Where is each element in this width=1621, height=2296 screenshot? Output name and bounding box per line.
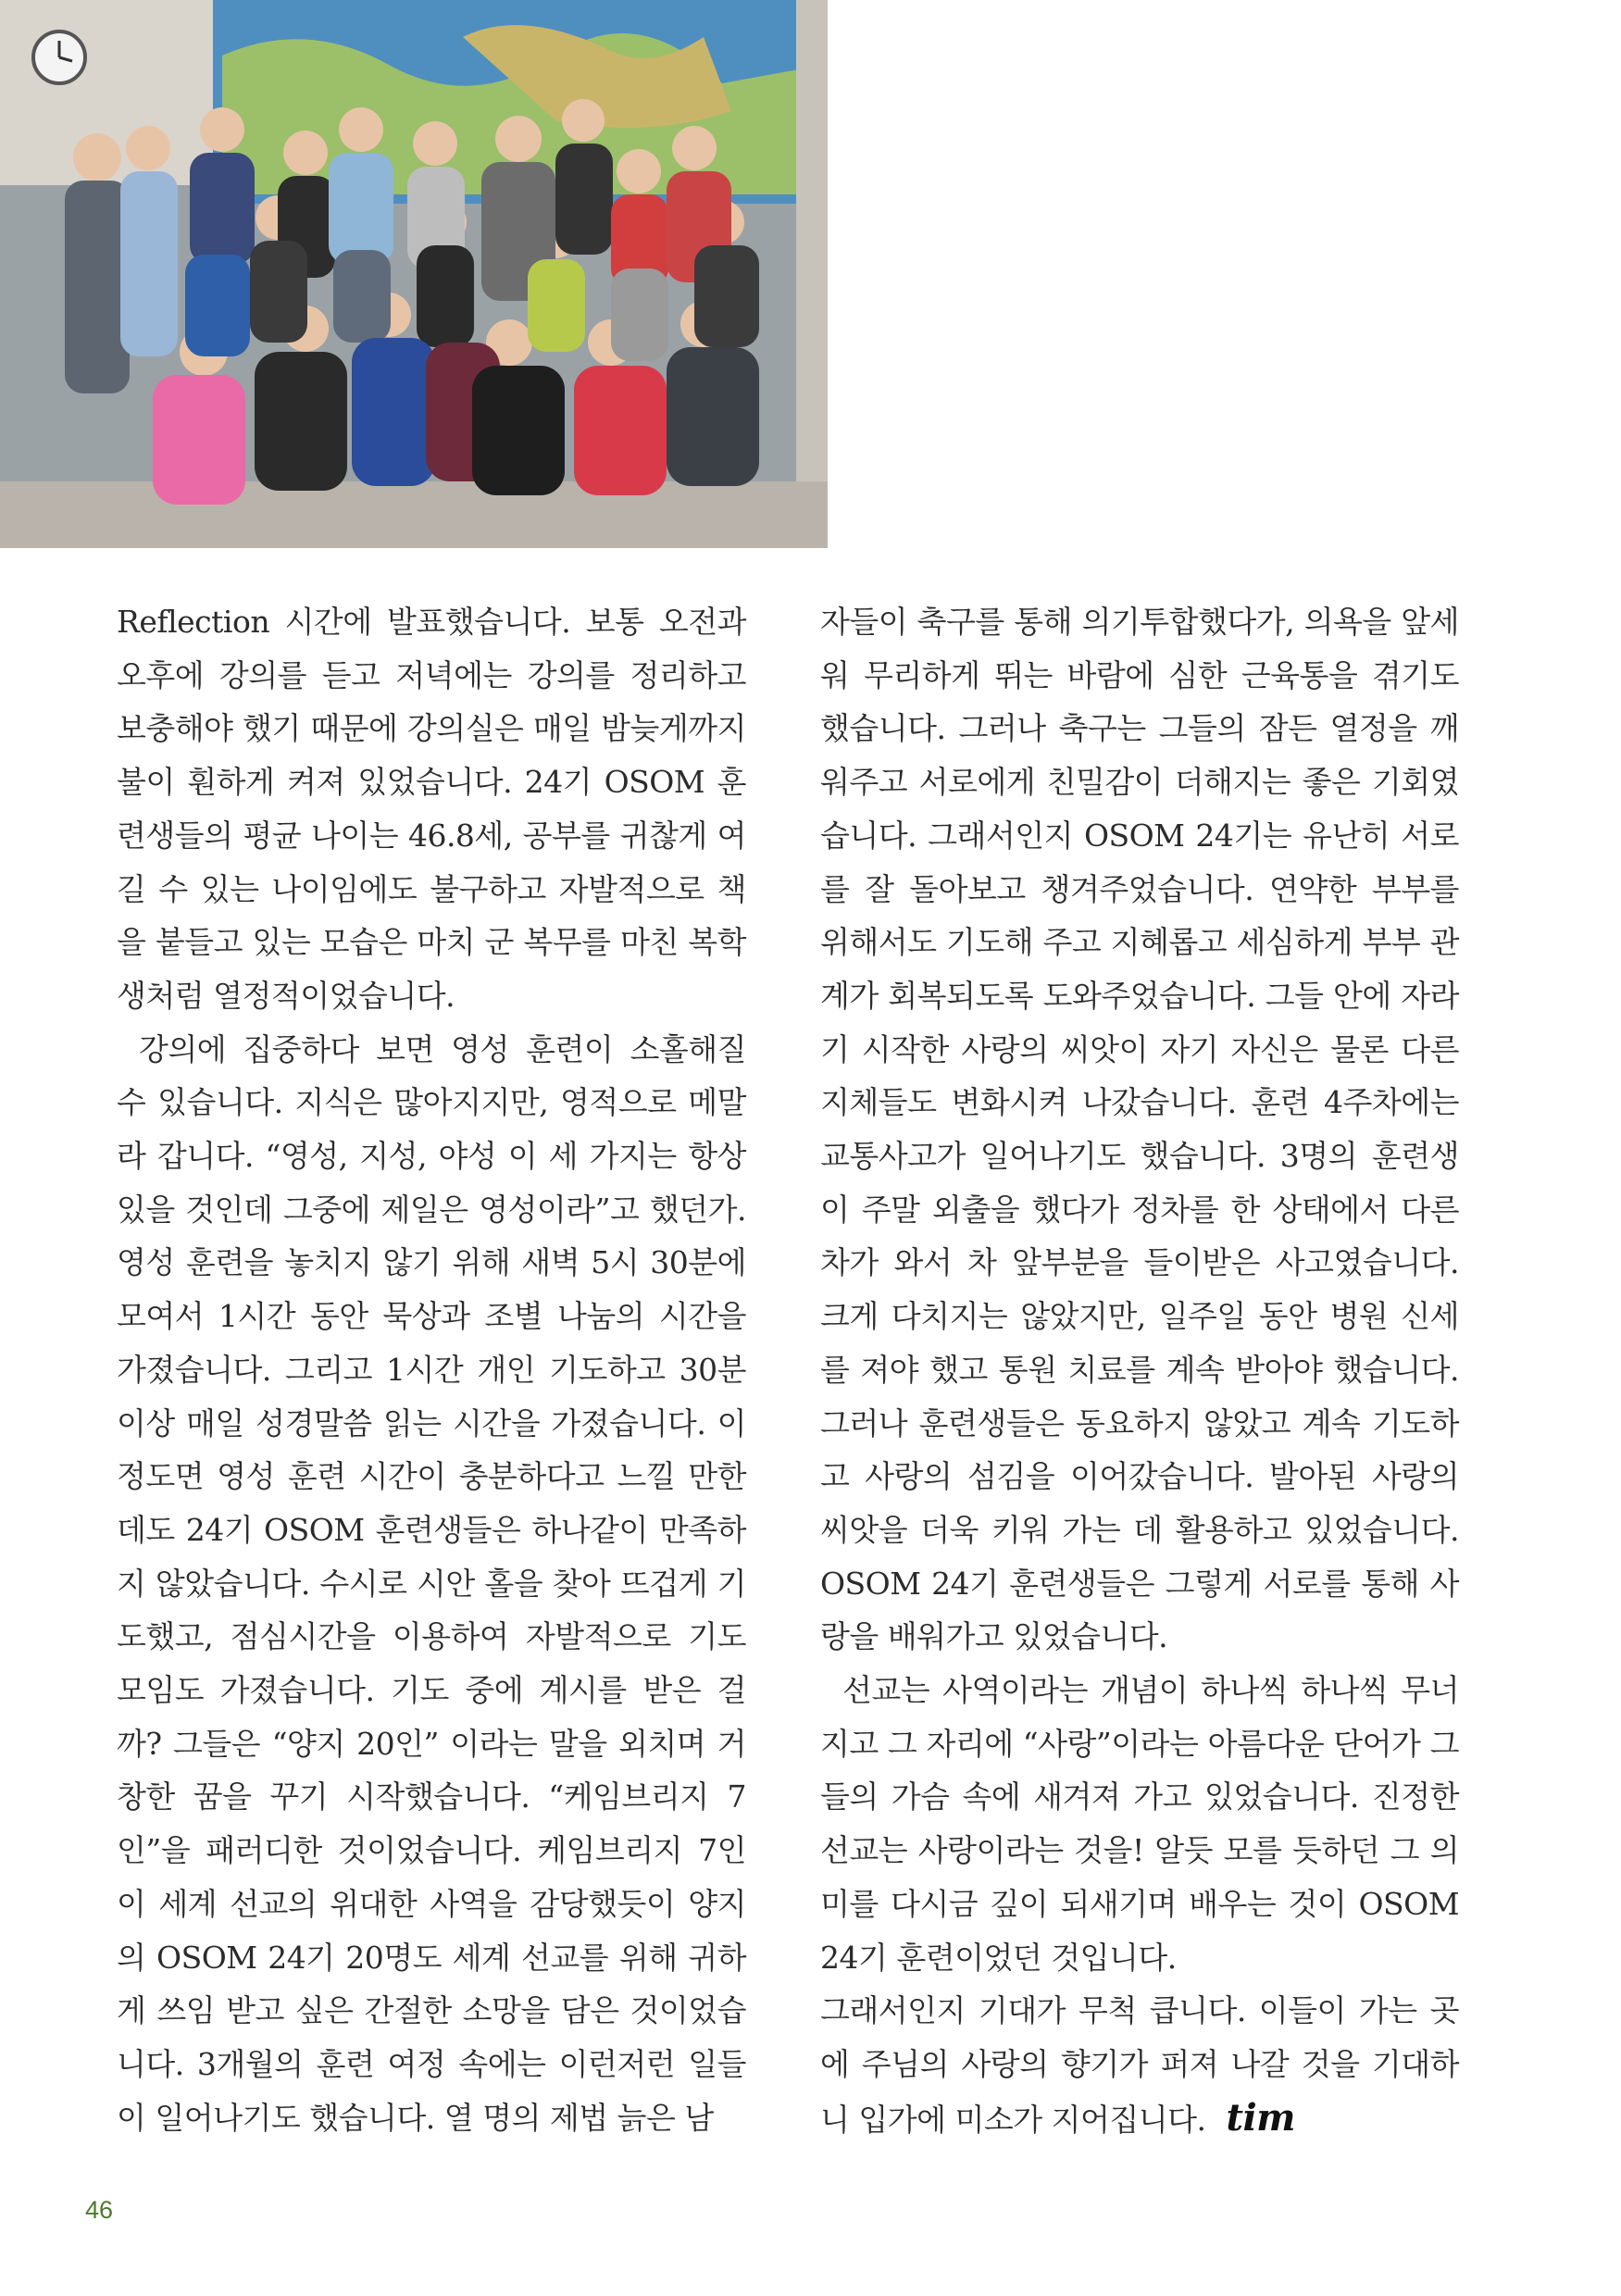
left-column [117, 595, 746, 2144]
group-photo-illustration [0, 0, 828, 548]
paragraph: 자들이 축구를 통해 의기투합했다가, 의욕을 앞세워 무리하게 뛰는 바람에 심한 근육통을 겪기도 했습니다. 그러나 축구는 그들의 잠든 열정을 깨워주고 서로에게 친밀감이 더해지는 좋은 기회였습니다. 그래서인지 OSOM 24기는 유난히 서로를 잘 돌아보고 챙겨주었습니다. 연약한 부부를 위해서도 기도해 주고 지혜롭고 세심하게 부부 관계가 회복되도록 도와주었습니다. 그들 안에 자라기 시작한 사랑의 씨앗이 자기 자신은 물론 다른 지체들도 변화시켜 나갔습니다. 훈련 4주차에는 교통사고가 일어나기도 했습니다. 3명의 훈련생이 주말 외출을 했다가 정차를 한 상태에서 다른 차가 와서 차 앞부분을 들이받은 사고였습니다. 크게 다치지는 않았지만, 일주일 동안 병원 신세를 져야 했고 통원 치료를 계속 받아야 했습니다. 그러나 훈련생들은 동요하지 않았고 계속 기도하고 사랑의 섬김을 이어갔습니다. 발아된 사랑의 씨앗을 더욱 키워 가는 데 활용하고 있었습니다. OSOM 24기 훈련생들은 그렇게 서로를 통해 사랑을 배워가고 있었습니다. [820, 604, 1459, 1655]
page-number: 46 [85, 2196, 114, 2224]
author-signature: tim [1226, 2095, 1295, 2140]
paragraph: Reflection 시간에 발표했습니다. 보통 오전과 오후에 강의를 듣고 저녁에는 강의를 정리하고 보충해야 했기 때문에 강의실은 매일 밤늦게까지 불이 훤하게 켜져 있었습니다. 24기 OSOM 훈련생들의 평균 나이는 46.8세, 공부를 귀찮게 여길 수 있는 나이임에도 불구하고 자발적으로 책을 붙들고 있는 모습은 마치 군 복무를 마친 복학생처럼 열정적이었습니다. [117, 604, 746, 1014]
paragraph: 선교는 사역이라는 개념이 하나씩 하나씩 무너지고 그 자리에 “사랑”이라는 아름다운 단어가 그들의 가슴 속에 새겨져 가고 있었습니다. 진정한 선교는 사랑이라는 것을! 알듯 모를 듯하던 그 의미를 다시금 깊이 되새기며 배우는 것이 OSOM 24기 훈련이었던 것입니다. [820, 1672, 1459, 1976]
group-photo [0, 0, 828, 548]
right-column [820, 595, 1459, 2146]
paragraph: 강의에 집중하다 보면 영성 훈련이 소홀해질 수 있습니다. 지식은 많아지지만, 영적으로 메말라 갑니다. “영성, 지성, 야성 이 세 가지는 항상 있을 것인데 그중에 제일은 영성이라”고 했던가. 영성 훈련을 놓치지 않기 위해 새벽 5시 30분에 모여서 1시간 동안 묵상과 조별 나눔의 시간을 가졌습니다. 그리고 1시간 개인 기도하고 30분 이상 매일 성경말씀 읽는 시간을 가졌습니다. 이 정도면 영성 훈련 시간이 충분하다고 느낄 만한데도 24기 OSOM 훈련생들은 하나같이 만족하지 않았습니다. 수시로 시안 홀을 찾아 뜨겁게 기도했고, 점심시간을 이용하여 자발적으로 기도 모임도 가졌습니다. 기도 중에 계시를 받은 걸까? 그들은 “양지 20인” 이라는 말을 외치며 거창한 꿈을 꾸기 시작했습니다. “케임브리지 7인”을 패러디한 것이었습니다. 케임브리지 7인이 세계 선교의 위대한 사역을 감당했듯이 양지의 OSOM 24기 20명도 세계 선교를 위해 귀하게 쓰임 받고 싶은 간절한 소망을 담은 것이었습니다. 3개월의 훈련 여정 속에는 이런저런 일들이 일어나기도 했습니다. 열 명의 제법 늙은 남 [117, 1030, 746, 2136]
paragraph: 그래서인지 기대가 무척 큽니다. 이들이 가는 곳에 주님의 사랑의 향기가 퍼져 나갈 것을 기대하니 입가에 미소가 지어집니다. [820, 1992, 1459, 2138]
